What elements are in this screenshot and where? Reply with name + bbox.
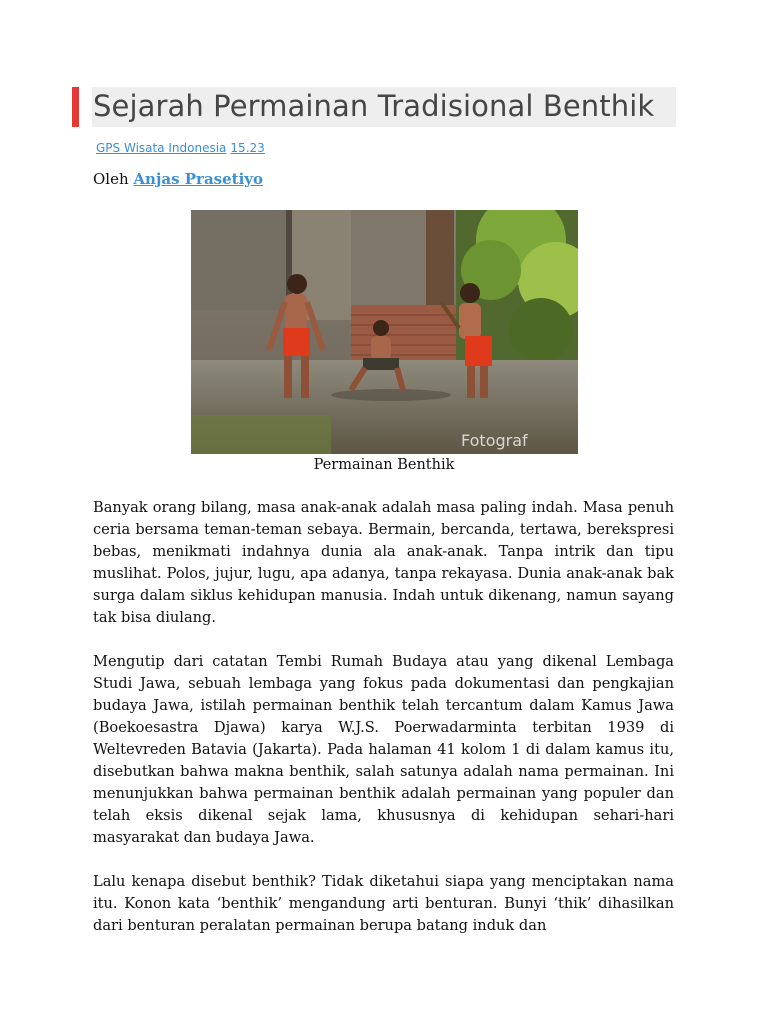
paragraph-3: Lalu kenapa disebut benthik? Tidak diketahui siapa yang menciptakan nama itu. Konon kata ‘benthik’ mengandung arti benturan. Bunyi ‘thik’ dihasilkan dari benturan peralatan permainan berupa batang induk dan <box>93 873 674 934</box>
author-link[interactable]: Anjas Prasetiyo <box>133 170 264 188</box>
paragraph-2: Mengutip dari catatan Tembi Rumah Budaya atau yang dikenal Lembaga Studi Jawa, sebuah lembaga yang fokus pada dokumentasi dan pengkajian budaya Jawa, istilah permainan benthik telah tercantum dalam Kamus Jawa (Boekoesastra Djawa) karya W.J.S. Poerwadarminta terbitan 1939 di Weltevreden Batavia (Jakarta). Pada halaman 41 kolom 1 di dalam kamus itu, disebutkan bahwa makna benthik, salah satunya adalah nama permainan. Ini menunjukkan bahwa permainan benthik adalah permainan yang populer dan telah eksis dikenal sejak lama, khususnya di kehidupan sehari-hari masyarakat dan budaya Jawa. <box>93 653 674 846</box>
image-caption: Permainan Benthik <box>313 457 455 473</box>
title-block <box>72 87 676 127</box>
photo-watermark: Fotograf <box>461 431 528 450</box>
title-accent-bar <box>72 87 79 127</box>
source-link[interactable]: GPS Wisata Indonesia <box>96 141 227 155</box>
byline <box>93 170 263 188</box>
page-title: Sejarah Permainan Tradisional Benthik <box>93 89 655 123</box>
byline-prefix: Oleh <box>93 170 129 188</box>
time-link[interactable]: 15.23 <box>230 141 265 155</box>
paragraph-1: Banyak orang bilang, masa anak-anak adalah masa paling indah. Masa penuh ceria bersama teman-teman sebaya. Bermain, bercanda, tertawa, berekspresi bebas, menikmati indahnya dunia ala anak-anak. Tanpa intrik dan tipu muslihat. Polos, jujur, lugu, apa adanya, tanpa rekayasa. Dunia anak-anak bak surga dalam siklus kehidupan manusia. Indah untuk dikenang, namun sayang tak bisa diulang. <box>93 499 674 626</box>
article-photo <box>191 210 578 454</box>
post-meta <box>96 141 265 155</box>
children-playing-photo <box>191 210 578 454</box>
